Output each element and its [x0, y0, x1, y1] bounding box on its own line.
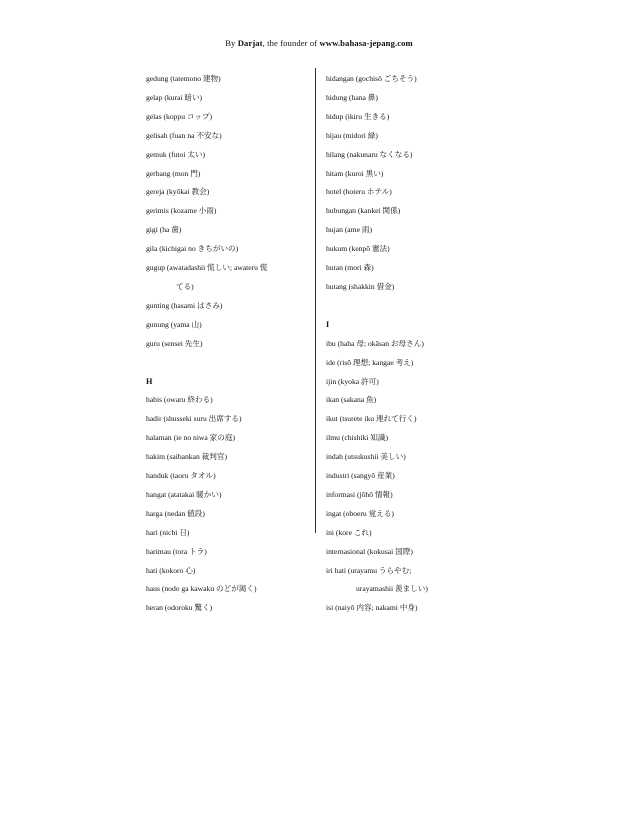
entry-hidung: hidung (hana 鼻) [326, 92, 378, 102]
entry-gunung: gunung (yama 山) [146, 319, 202, 329]
right-column [326, 70, 496, 618]
entry-gila: gila (kichigai no きちがいの) [146, 244, 239, 254]
entry-gelap: gelap (kurai 暗い) [146, 92, 203, 102]
entry-hubungan: hubungan (kankei 関係) [326, 206, 401, 216]
header-prefix: By [225, 38, 238, 48]
entry-ikut: ikut (tsurete iku 連れて行く) [326, 414, 417, 424]
entry-informasi: informasi (jōhō 情報) [326, 489, 393, 499]
entry-guru: guru (sensei 先生) [146, 338, 203, 348]
entry-ijin: ijin (kyoka 許可) [326, 376, 379, 386]
entry-indah: indah (utsukushii 美しい) [326, 452, 406, 462]
entry-hijau: hijau (midori 緑) [326, 130, 378, 140]
entry-gerimis: gerimis (kozame 小雨) [146, 206, 217, 216]
entry-industri: industri (sangyō 産業) [326, 471, 395, 481]
entry-hakim: hakim (saibankan 裁判官) [146, 452, 227, 462]
entry-hadir: hadir (shusseki suru 出席する) [146, 414, 242, 424]
entry-hidangan: hidangan (gochisō ごちそう) [326, 74, 417, 83]
entry-gelas: gelas (koppu コップ) [146, 111, 213, 121]
entry-gedung: gedung (tatemono 建物) [146, 74, 221, 83]
entry-gelisah: gelisah (fuan na 不安な) [146, 130, 222, 140]
entry-handuk: handuk (taoru タオル) [146, 471, 216, 481]
entry-hukum: hukum (kenpō 憲法) [326, 244, 390, 254]
left-column [146, 70, 306, 618]
blank-line [326, 297, 496, 316]
entry-heran: heran (odoroku 驚く) [146, 603, 213, 613]
entry-hari: hari (nichi 日) [146, 527, 190, 537]
entry-hotel: hotel (hoteru ホテル) [326, 187, 392, 197]
entry-hutang: hutang (shakkin 借金) [326, 281, 395, 291]
entry-habis: habis (owaru 終わる) [146, 395, 213, 405]
entry-ingat: ingat (oboeru 覚える) [326, 508, 394, 518]
entry-hidup: hidup (ikiru 生きる) [326, 111, 390, 121]
entry-iri-hati-continued [326, 580, 496, 599]
entry-ikan: ikan (sakana 魚) [326, 395, 377, 405]
entry-hitam: hitam (kuroi 黒い) [326, 168, 384, 178]
entry-continuation: urayamashii 羨ましい) [356, 584, 428, 594]
section-heading-i: I [326, 319, 330, 329]
header-middle: , the founder of [262, 38, 320, 48]
entry-gerbang: gerbang (mon 門) [146, 168, 201, 178]
entry-hilang: hilang (nakunaru なくなる) [326, 149, 413, 159]
author-name: Darjat [237, 38, 263, 48]
entry-gereja: gereja (kyōkai 教会) [146, 187, 210, 197]
entry-ide: ide (risō 理想; kangae 考え) [326, 357, 414, 367]
entry-ilmu: ilmu (chishiki 知識) [326, 433, 389, 443]
entry-gugup-continued [146, 278, 306, 297]
column-divider [315, 68, 316, 533]
entry-gugup: gugup (awatadashii 慌しい; awateru 慌 [146, 263, 268, 273]
entry-internasional: internasional (kokusai 国際) [326, 546, 413, 556]
entry-halaman: halaman (ie no niwa 家の庭) [146, 433, 235, 443]
site-name: www.bahasa-jepang.com [319, 38, 413, 48]
entry-continuation: てる) [176, 281, 194, 291]
entry-harga: harga (nedan 値段) [146, 508, 205, 518]
entry-hutan: hutan (mori 森) [326, 263, 374, 273]
entry-iri-hati: iri hati (urayamu うらやむ; [326, 565, 412, 575]
section-heading-h: H [146, 376, 153, 386]
entry-hujan: hujan (ame 雨) [326, 225, 372, 235]
entry-gunting: gunting (hasami はさみ) [146, 300, 223, 310]
entry-harimau: harimau (tora トラ) [146, 546, 207, 556]
entry-hangat: hangat (atatakai 暖かい) [146, 489, 222, 499]
page-header [0, 38, 638, 48]
blank-line [146, 354, 306, 373]
entry-ibu: ibu (haha 母; okāsan お母さん) [326, 338, 424, 348]
entry-gigi: gigi (ha 歯) [146, 225, 182, 235]
entry-hati: hati (kokoro 心) [146, 565, 196, 575]
entry-ini: ini (kore これ) [326, 527, 372, 537]
entry-gemuk: gemuk (futoi 太い) [146, 149, 206, 159]
entry-isi: isi (naiyō 内容; nakami 中身) [326, 603, 418, 613]
entry-haus: haus (nodo ga kawaku のどが渇く) [146, 584, 257, 594]
